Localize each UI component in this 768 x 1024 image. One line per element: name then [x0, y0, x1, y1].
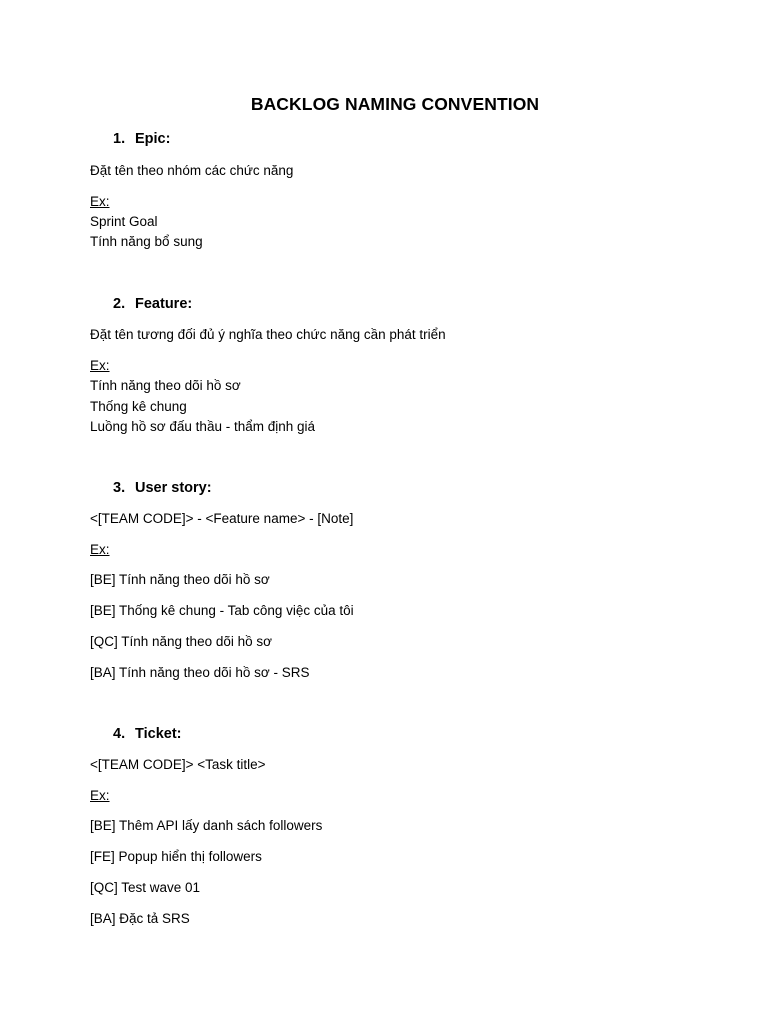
section-heading-feature [113, 296, 192, 312]
section-title: Epic: [135, 131, 171, 147]
example-item: Tính năng bổ sung [90, 234, 203, 249]
example-item: Sprint Goal [90, 214, 158, 229]
example-item: Thống kê chung [90, 399, 187, 414]
section-heading-epic [113, 131, 170, 147]
section-title: User story: [135, 480, 212, 496]
example-label: Ex: [90, 788, 110, 803]
example-item: [BA] Tính năng theo dõi hồ sơ - SRS [90, 665, 310, 680]
example-item: [QC] Test wave 01 [90, 880, 201, 895]
example-item: Luồng hồ sơ đấu thầu - thẩm định giá [90, 419, 316, 434]
example-item: [BE] Thêm API lấy danh sách followers [90, 818, 323, 833]
section-description: Đặt tên tương đối đủ ý nghĩa theo chức năng cần phát triển [90, 327, 446, 342]
example-item: [QC] Tính năng theo dõi hồ sơ [90, 634, 272, 649]
example-label: Ex: [90, 194, 110, 209]
section-number: 3. [113, 480, 126, 496]
section-description: <[TEAM CODE]> - <Feature name> - [Note] [90, 511, 354, 526]
section-number: 1. [113, 131, 126, 147]
section-heading-ticket [113, 726, 181, 742]
section-number: 4. [113, 726, 126, 742]
example-label: Ex: [90, 358, 110, 373]
section-number: 2. [113, 296, 126, 312]
example-item: [BA] Đặc tả SRS [90, 911, 190, 926]
document-title: BACKLOG NAMING CONVENTION [250, 94, 540, 114]
section-heading-user-story [113, 480, 212, 496]
section-description: Đặt tên theo nhóm các chức năng [90, 163, 294, 178]
example-item: [BE] Tính năng theo dõi hồ sơ [90, 572, 270, 587]
example-item: [FE] Popup hiển thị followers [90, 849, 262, 864]
example-label: Ex: [90, 542, 110, 557]
example-item: Tính năng theo dõi hồ sơ [90, 378, 241, 393]
example-item: [BE] Thống kê chung - Tab công việc của tôi [90, 603, 354, 618]
section-title: Feature: [135, 296, 193, 312]
section-title: Ticket: [135, 726, 182, 742]
section-description: <[TEAM CODE]> <Task title> [90, 757, 266, 772]
